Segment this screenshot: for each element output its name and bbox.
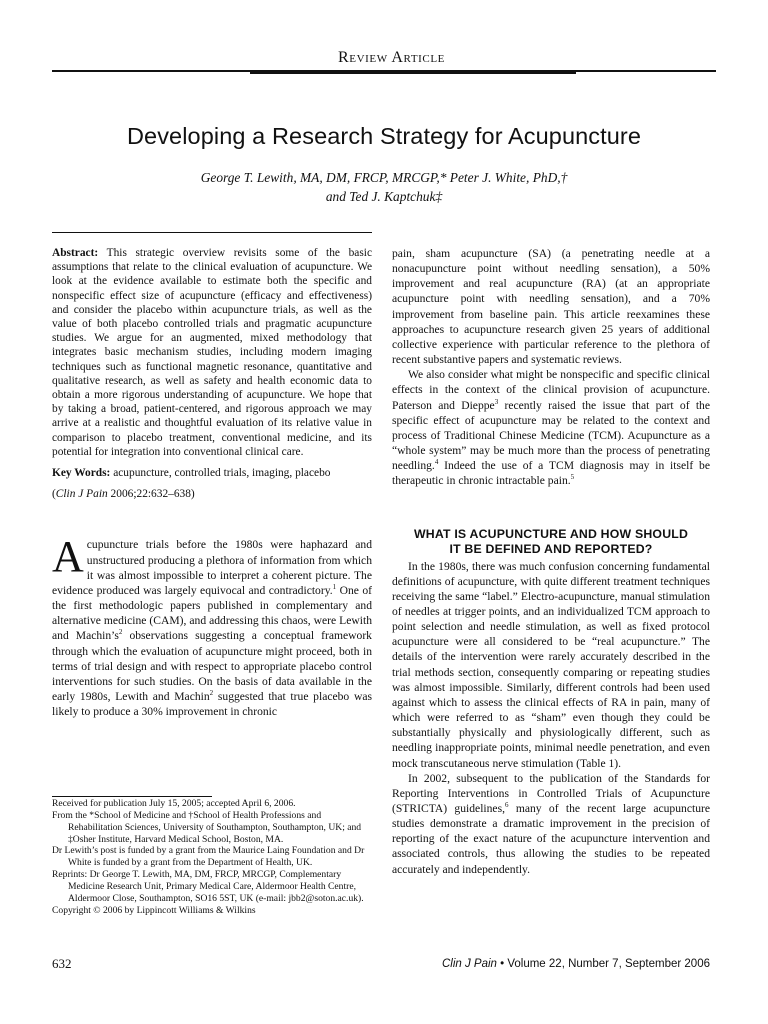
- body-paragraph: pain, sham acupuncture (SA) (a penetrating needle at a nonacupuncture point without needling sensation), a 50% improvement and real acupuncture (RA) (at an appropriate acupuncture point with needling sensation), and a 70% improvement from baseline pain. This article reexamines these approaches to acupuncture research given 25 years of additional collective experience with particular reference to the plethora of recent substantive papers and systematic reviews.: [392, 247, 710, 367]
- body-paragraph: In the 1980s, there was much confusion concerning fundamental definitions of acupuncture, with quite different treatment techniques receiving the same “label.” Electro-acupuncture, manual stimulation of needles at trigger points, and an individualized TCM approach to point selection and needle stimulation, as well as fixed protocol acupuncture were all considered to be “real acupuncture.” The details of the intervention were rarely accurately described in the trial methods section, consequently comparing or repeating studies was almost impossible. Similarly, different controls had been used against which to assess the clinical effects of RA in pain, many of which were referred to as “sham” even though they could be substantially physically and physiologically different, such as needling inappropriate points, minimal needle penetration, and even mock transcutaneous nerve stimulation (Table 1).: [392, 559, 710, 770]
- citation-ref: 1: [332, 583, 337, 592]
- footnote-copyright: Copyright © 2006 by Lippincott Williams & Wilkins: [52, 904, 256, 916]
- footer-bullet: •: [496, 958, 508, 970]
- citation-journal: Clin J Pain: [55, 488, 108, 501]
- abstract: [52, 246, 372, 459]
- intro-text-4: suggested that true placebo was likely to produce a 30% improvement in chronic: [52, 690, 372, 719]
- intro-text-3: observations suggesting a conceptual framework through which the evaluation of acupuncture might proceed, both in terms of trial design and with respect to appropriate placebo control interventions for such studies. On the basis of data available in the early 1980s, Lewith and Machin: [52, 629, 372, 704]
- page-number: 632: [52, 956, 72, 971]
- footnote-rule: [52, 796, 212, 797]
- body-paragraph: [392, 771, 710, 877]
- keywords-label: Key Words:: [52, 467, 111, 480]
- citation-ref: 5: [570, 473, 575, 482]
- journal-footer: [442, 958, 710, 970]
- citation-ref: 2: [209, 689, 214, 698]
- author-line-2: and Ted J. Kaptchuk‡: [325, 189, 443, 204]
- journal-name: Clin J Pain: [441, 958, 497, 970]
- left-column: [52, 246, 372, 719]
- article-title: Developing a Research Strategy for Acupuncture: [126, 123, 642, 149]
- intro-text-1: cupuncture trials before the 1980s were haphazard and unstructured producing a plethora of information from which it was almost impossible to interpret a coherent picture. The evidence produced was largely equivocal and contradictory.: [52, 538, 372, 597]
- footnote-funding: Dr Lewith’s post is funded by a grant from the Maurice Laing Foundation and Dr White is funded by a grant from the Department of Health, UK.: [52, 845, 365, 869]
- intro-text-2: One of the first methodologic papers published in complementary and alternative medicine (CAM), and addressing this chaos, were Lewith and Machin’s: [52, 583, 372, 643]
- footnote-affiliations: From the *School of Medicine and †School of Health Professions and Rehabilitation Sciences, University of Southampton, Southampton, UK; and ‡Osher Institute, Harvard Medical School, Boston, MA.: [52, 809, 362, 845]
- paragraph-text: many of the recent large acupuncture studies demonstrate a dramatic improvement in the precision of reporting of the exact nature of the acupuncture intervention and associated controls, thus allowing the studies to be repeated accurately and independently.: [392, 802, 710, 876]
- citation-rest: 2006;22:632–638: [110, 488, 191, 501]
- keywords-text: acupuncture, controlled trials, imaging, placebo: [113, 467, 331, 480]
- paragraph-text: In 2002, subsequent to the publication of the Standards for Reporting Interventions in Controlled Trials of Acupuncture (STRICTA) guidelines,: [392, 771, 710, 815]
- keywords: [52, 466, 372, 480]
- abstract-text: This strategic overview revisits some of the basic assumptions that relate to the clinical evaluation of acupuncture. We look at the evidence available to estimate both the specific and nonspecific effect size of acupuncture (efficacy and effectiveness) and consider the placebo within acupuncture trials, as well as the value of both placebo controlled trials and pragmatic acupuncture studies. We argue for an augmented, mixed methodology that integrates basic mechanism studies, including modern imaging techniques such as functional magnetic resonance, quantitative and qualitative research, as well as safety and health economic data to obtain a more rigorous understanding of acupuncture. We hope that by taking a broad, patient-centered, and rigorous approach we may arrive at a realistic and thoughtful evaluation of its relative value in comparison to placebo treatment, conventional medicine, and its potential for integration into conventional clinical care.: [52, 247, 372, 458]
- journal-issue: Volume 22, Number 7, September 2006: [507, 958, 710, 970]
- right-column: [392, 246, 710, 877]
- section-heading-line-1: WHAT IS ACUPUNCTURE AND HOW SHOULD: [413, 526, 689, 541]
- drop-cap: A: [52, 532, 84, 582]
- paragraph-text: We also consider what might be nonspecific and specific clinical effects in the context of the clinical provision of acupuncture. Paterson and Dieppe: [392, 368, 710, 412]
- footnotes: [52, 798, 374, 916]
- body-paragraph: [392, 367, 710, 488]
- abstract-label: Abstract:: [52, 247, 99, 259]
- citation: (Clin J Pain 2006;22:632–638): [52, 488, 195, 501]
- citation-ref: 4: [434, 458, 439, 467]
- footnote-received: Received for publication July 15, 2005; accepted April 6, 2006.: [52, 798, 296, 809]
- paragraph-text: recently raised the issue that part of the specific effect of acupuncture may be related to the context and process of Traditional Chinese Medicine (TCM). Acupuncture as a “whole system” may be much more than the process of penetrating needling.: [392, 398, 710, 473]
- header-rule-thick: [250, 70, 576, 74]
- paragraph-text: Indeed the use of a TCM diagnosis may in itself be therapeutic in chronic intractable pain.: [392, 459, 710, 488]
- author-list: [0, 168, 768, 206]
- author-line-1: George T. Lewith, MA, DM, FRCP, MRCGP,* Peter J. White, PhD,†: [200, 170, 568, 185]
- citation-ref: 6: [505, 801, 509, 810]
- section-heading: [392, 527, 710, 558]
- abstract-rule: [52, 232, 372, 233]
- section-heading-line-2: IT BE DEFINED AND REPORTED?: [449, 542, 653, 556]
- article-type-header: Review Article: [337, 49, 445, 66]
- intro-paragraph: [52, 532, 372, 719]
- citation-ref: 2: [118, 628, 123, 637]
- citation-ref: 3: [494, 397, 499, 406]
- footnote-reprints: Reprints: Dr George T. Lewith, MA, DM, FRCP, MRCGP, Complementary Medicine Research Unit, Primary Medical Care, Aldermoor Health Centre, Aldermoor Close, Southampton, SO16 5ST, UK (e-mail: jbb2@soton.ac.uk).: [52, 869, 364, 904]
